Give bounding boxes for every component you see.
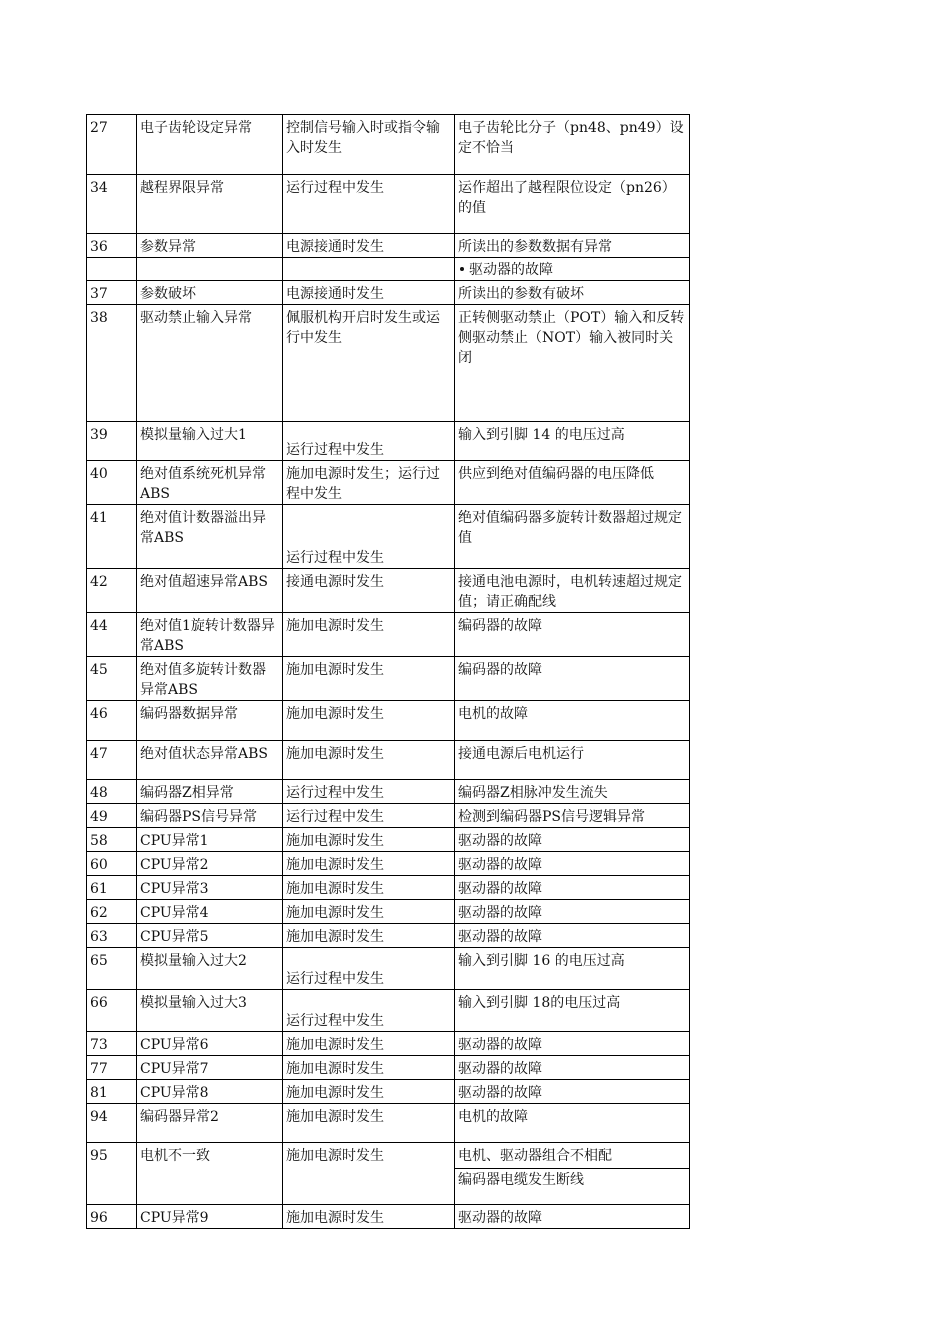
alarm-condition-cell: 施加电源时发生 (283, 1104, 455, 1143)
alarm-condition-cell: 施加电源时发生 (283, 1080, 455, 1104)
alarm-code-cell: 62 (87, 900, 137, 924)
alarm-code-cell: 27 (87, 115, 137, 175)
alarm-code-cell: 34 (87, 175, 137, 234)
alarm-name-cell: 模拟量输入过大2 (137, 948, 283, 990)
alarm-code-cell: 42 (87, 569, 137, 613)
alarm-name-cell: 模拟量输入过大1 (137, 422, 283, 461)
alarm-condition-cell: 施加电源时发生 (283, 828, 455, 852)
alarm-name-cell: CPU异常4 (137, 900, 283, 924)
table-row (87, 115, 690, 175)
table-row (87, 305, 690, 422)
alarm-condition-cell: 电源接通时发生 (283, 234, 455, 258)
table-row (87, 701, 690, 741)
alarm-condition-cell: 运行过程中发生 (283, 780, 455, 804)
alarm-name-cell: CPU异常5 (137, 924, 283, 948)
alarm-code-cell: 61 (87, 876, 137, 900)
alarm-reason-cell: 输入到引脚 16 的电压过高 (455, 948, 690, 990)
alarm-name-cell: CPU异常1 (137, 828, 283, 852)
alarm-code-cell (87, 258, 137, 281)
alarm-name-cell: 模拟量输入过大3 (137, 990, 283, 1032)
alarm-code-cell: 63 (87, 924, 137, 948)
table-row (87, 461, 690, 505)
reason-line: 电机、驱动器组合不相配 (455, 1146, 689, 1169)
alarm-condition-cell: 运行过程中发生 (283, 175, 455, 234)
alarm-code-cell: 37 (87, 281, 137, 305)
alarm-table-body (87, 115, 690, 1229)
alarm-reason-cell: 驱动器的故障 (455, 1056, 690, 1080)
alarm-reason-cell: 检测到编码器PS信号逻辑异常 (455, 804, 690, 828)
alarm-code-table (86, 114, 690, 1229)
alarm-code-cell: 94 (87, 1104, 137, 1143)
alarm-name-cell: CPU异常8 (137, 1080, 283, 1104)
alarm-condition-cell: 施加电源时发生 (283, 900, 455, 924)
table-row (87, 281, 690, 305)
alarm-reason-cell: 电机的故障 (455, 701, 690, 741)
alarm-name-cell: CPU异常9 (137, 1205, 283, 1229)
bullet-icon (460, 267, 464, 271)
table-row (87, 1032, 690, 1056)
alarm-reason-cell: 驱动器的故障 (455, 852, 690, 876)
alarm-condition-cell: 控制信号输入时或指令输入时发生 (283, 115, 455, 175)
reason-line-2: 编码器电缆发生断线 (458, 1172, 584, 1188)
alarm-name-cell: 编码器异常2 (137, 1104, 283, 1143)
alarm-code-cell: 44 (87, 613, 137, 657)
alarm-condition-cell: 施加电源时发生 (283, 701, 455, 741)
alarm-name-cell: 绝对值计数器溢出异常ABS (137, 505, 283, 569)
table-row (87, 900, 690, 924)
alarm-name-cell: 编码器PS信号异常 (137, 804, 283, 828)
alarm-reason-cell: 电子齿轮比分子（pn48、pn49）设定不恰当 (455, 115, 690, 175)
alarm-condition-cell: 施加电源时发生 (283, 1143, 455, 1205)
table-row (87, 569, 690, 613)
alarm-reason-cell: 驱动器的故障 (455, 828, 690, 852)
alarm-reason-cell (455, 1143, 690, 1205)
alarm-condition-cell: 施加电源时发生 (283, 924, 455, 948)
table-row (87, 828, 690, 852)
alarm-code-cell: 41 (87, 505, 137, 569)
table-row (87, 924, 690, 948)
table-row (87, 741, 690, 780)
alarm-name-cell: 电子齿轮设定异常 (137, 115, 283, 175)
table-row (87, 804, 690, 828)
alarm-name-cell: CPU异常6 (137, 1032, 283, 1056)
alarm-name-cell: 绝对值1旋转计数器异常ABS (137, 613, 283, 657)
table-row (87, 1056, 690, 1080)
alarm-reason-cell: 所读出的参数数据有异常 (455, 234, 690, 258)
alarm-condition-cell: 运行过程中发生 (283, 422, 455, 461)
alarm-reason-cell: 所读出的参数有破坏 (455, 281, 690, 305)
alarm-name-cell: 编码器数据异常 (137, 701, 283, 741)
alarm-reason-cell: 驱动器的故障 (455, 1205, 690, 1229)
alarm-condition-cell: 接通电源时发生 (283, 569, 455, 613)
alarm-name-cell: 绝对值超速异常ABS (137, 569, 283, 613)
alarm-name-cell: 电机不一致 (137, 1143, 283, 1205)
alarm-reason-cell: 编码器的故障 (455, 657, 690, 701)
alarm-reason-cell (455, 258, 690, 281)
alarm-name-cell: 绝对值系统死机异常 ABS (137, 461, 283, 505)
alarm-name-cell: CPU异常7 (137, 1056, 283, 1080)
alarm-code-cell: 49 (87, 804, 137, 828)
note-text: 驱动器的故障 (469, 262, 553, 278)
alarm-code-cell: 39 (87, 422, 137, 461)
table-row (87, 1205, 690, 1229)
alarm-name-cell: 绝对值多旋转计数器异常ABS (137, 657, 283, 701)
alarm-name-cell: 参数异常 (137, 234, 283, 258)
alarm-condition-cell: 施加电源时发生 (283, 741, 455, 780)
alarm-condition-cell: 运行过程中发生 (283, 990, 455, 1032)
alarm-code-cell: 46 (87, 701, 137, 741)
table-row (87, 780, 690, 804)
alarm-condition-cell (283, 258, 455, 281)
table-row (87, 876, 690, 900)
table-row (87, 948, 690, 990)
alarm-reason-cell: 电机的故障 (455, 1104, 690, 1143)
alarm-name-cell: 绝对值状态异常ABS (137, 741, 283, 780)
table-row (87, 175, 690, 234)
alarm-reason-cell: 驱动器的故障 (455, 1032, 690, 1056)
alarm-condition-cell: 施加电源时发生 (283, 1032, 455, 1056)
alarm-condition-cell: 施加电源时发生 (283, 1205, 455, 1229)
alarm-name-cell (137, 258, 283, 281)
alarm-condition-cell: 电源接通时发生 (283, 281, 455, 305)
alarm-condition-cell: 运行过程中发生 (283, 804, 455, 828)
table-row (87, 234, 690, 258)
table-note-row (87, 258, 690, 281)
alarm-code-cell: 60 (87, 852, 137, 876)
alarm-reason-cell: 绝对值编码器多旋转计数器超过规定值 (455, 505, 690, 569)
alarm-code-cell: 65 (87, 948, 137, 990)
alarm-reason-cell: 驱动器的故障 (455, 876, 690, 900)
alarm-reason-cell: 输入到引脚 18的电压过高 (455, 990, 690, 1032)
alarm-condition-cell: 运行过程中发生 (283, 948, 455, 990)
alarm-reason-cell: 接通电池电源时，电机转速超过规定值；请正确配线 (455, 569, 690, 613)
table-row (87, 1080, 690, 1104)
alarm-code-cell: 40 (87, 461, 137, 505)
alarm-condition-cell: 施加电源时发生 (283, 852, 455, 876)
alarm-code-cell: 73 (87, 1032, 137, 1056)
alarm-condition-cell: 施加电源时发生；运行过程中发生 (283, 461, 455, 505)
alarm-reason-cell: 驱动器的故障 (455, 924, 690, 948)
alarm-condition-cell: 佩服机构开启时发生或运行中发生 (283, 305, 455, 422)
alarm-code-cell: 58 (87, 828, 137, 852)
alarm-reason-cell: 运作超出了越程限位设定（pn26）的值 (455, 175, 690, 234)
table-row (87, 1143, 690, 1205)
alarm-condition-cell: 运行过程中发生 (283, 505, 455, 569)
alarm-reason-cell: 接通电源后电机运行 (455, 741, 690, 780)
alarm-code-cell: 95 (87, 1143, 137, 1205)
alarm-reason-cell: 驱动器的故障 (455, 900, 690, 924)
alarm-condition-cell: 施加电源时发生 (283, 1056, 455, 1080)
table-row (87, 657, 690, 701)
alarm-code-cell: 47 (87, 741, 137, 780)
alarm-condition-cell: 施加电源时发生 (283, 657, 455, 701)
table-row (87, 1104, 690, 1143)
alarm-code-cell: 48 (87, 780, 137, 804)
alarm-code-cell: 96 (87, 1205, 137, 1229)
alarm-name-cell: 参数破坏 (137, 281, 283, 305)
alarm-code-cell: 45 (87, 657, 137, 701)
alarm-name-cell: 越程界限异常 (137, 175, 283, 234)
alarm-reason-cell: 驱动器的故障 (455, 1080, 690, 1104)
alarm-name-cell: 编码器Z相异常 (137, 780, 283, 804)
alarm-reason-cell: 编码器Z相脉冲发生流失 (455, 780, 690, 804)
alarm-code-cell: 77 (87, 1056, 137, 1080)
alarm-code-cell: 36 (87, 234, 137, 258)
table-row (87, 422, 690, 461)
alarm-name-cell: CPU异常2 (137, 852, 283, 876)
alarm-condition-cell: 施加电源时发生 (283, 876, 455, 900)
alarm-reason-cell: 编码器的故障 (455, 613, 690, 657)
alarm-name-cell: CPU异常3 (137, 876, 283, 900)
alarm-code-cell: 66 (87, 990, 137, 1032)
alarm-name-cell: 驱动禁止输入异常 (137, 305, 283, 422)
alarm-code-cell: 38 (87, 305, 137, 422)
alarm-condition-cell: 施加电源时发生 (283, 613, 455, 657)
alarm-reason-cell: 供应到绝对值编码器的电压降低 (455, 461, 690, 505)
table-row (87, 505, 690, 569)
table-row (87, 990, 690, 1032)
table-row (87, 613, 690, 657)
alarm-reason-cell: 输入到引脚 14 的电压过高 (455, 422, 690, 461)
table-row (87, 852, 690, 876)
alarm-reason-cell: 正转侧驱动禁止（POT）输入和反转侧驱动禁止（NOT）输入被同时关闭 (455, 305, 690, 422)
alarm-code-cell: 81 (87, 1080, 137, 1104)
